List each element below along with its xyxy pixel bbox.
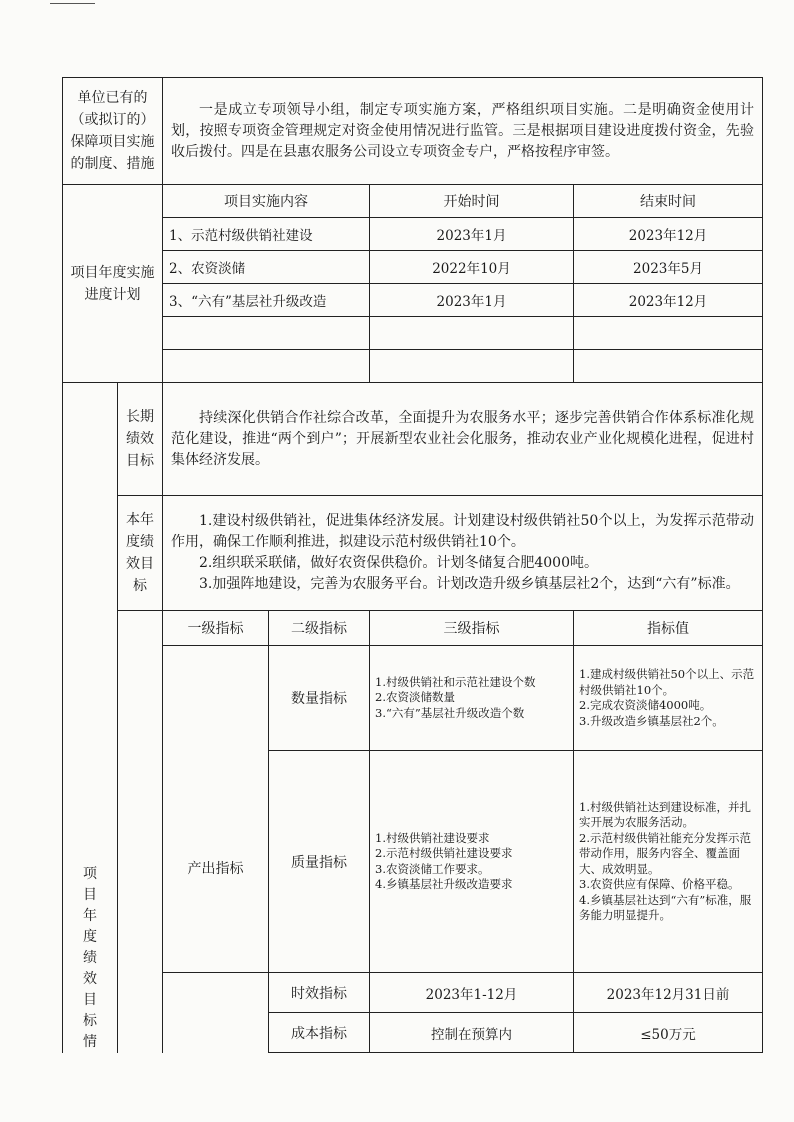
indicator-level3-line: 2.示范村级供销社建设要求 bbox=[375, 846, 513, 860]
long-term-row bbox=[63, 383, 763, 496]
performance-label-char: 绩 bbox=[83, 949, 97, 966]
indicator-header-level3: 三级指标 bbox=[370, 611, 574, 646]
indicator-value: 2023年12月31日前 bbox=[574, 973, 763, 1013]
schedule-end: 2023年12月 bbox=[574, 284, 763, 317]
schedule-header-start: 开始时间 bbox=[370, 185, 574, 218]
safeguard-row bbox=[63, 78, 763, 185]
performance-label-char: 标 bbox=[83, 1012, 97, 1029]
indicator-value-line: 2.完成农资淡储4000吨。 bbox=[579, 698, 712, 712]
schedule-row bbox=[63, 251, 763, 284]
indicator-level2: 时效指标 bbox=[269, 973, 370, 1013]
performance-label bbox=[63, 383, 118, 1053]
indicator-level2: 成本指标 bbox=[269, 1013, 370, 1053]
annual-label: 本年度绩效目标 bbox=[118, 496, 163, 611]
indicator-header-level2: 二级指标 bbox=[269, 611, 370, 646]
performance-label-char: 项 bbox=[83, 865, 97, 882]
indicator-level3-line: 3.农资淡储工作要求。 bbox=[375, 861, 490, 876]
schedule-header-row bbox=[63, 185, 763, 218]
indicator-level2: 数量指标 bbox=[269, 646, 370, 751]
budget-form-page bbox=[62, 77, 762, 1062]
indicator-value-line: 3.农资供应有保障、价格平稳。 bbox=[579, 877, 740, 891]
indicator-level3-line: 1.村级供销社和示范社建设个数 bbox=[375, 674, 536, 689]
indicator-level1: 产出指标 bbox=[163, 646, 269, 973]
indicator-level3: 2023年1-12月 bbox=[370, 973, 574, 1013]
schedule-end: 2023年5月 bbox=[574, 251, 763, 284]
safeguard-text bbox=[163, 78, 763, 185]
schedule-end: 2023年12月 bbox=[574, 218, 763, 251]
schedule-start: 2023年1月 bbox=[370, 284, 574, 317]
performance-label-char: 年 bbox=[83, 907, 97, 924]
indicator-level3 bbox=[370, 751, 574, 973]
schedule-content: 1、示范村级供销社建设 bbox=[163, 218, 370, 251]
indicator-row bbox=[63, 646, 763, 751]
schedule-header-content: 项目实施内容 bbox=[163, 185, 370, 218]
schedule-content bbox=[163, 317, 370, 350]
indicator-value-line: 3.升级改造乡镇基层社2个。 bbox=[579, 713, 724, 728]
indicator-header-level1: 一级指标 bbox=[163, 611, 269, 646]
indicator-level1-blank bbox=[163, 973, 269, 1053]
indicator-level3-line: 4.乡镇基层社升级改造要求 bbox=[375, 877, 513, 891]
indicator-level3-line: 2.农资淡储数量 bbox=[375, 690, 455, 705]
indicator-header-row bbox=[63, 611, 763, 646]
safeguard-paragraph: 一是成立专项领导小组，制定专项实施方案，严格组织项目实施。二是明确资金使用计划，按照专项资金管理规定对资金使用情况进行监管。三是根据项目建设进度拨付资金，先验收后拨付。四是在县惠农服务公司设立专项资金专户，严格按程序审签。 bbox=[171, 101, 755, 160]
indicator-row bbox=[63, 973, 763, 1013]
long-term-text bbox=[163, 383, 763, 496]
schedule-row bbox=[63, 350, 763, 383]
indicator-value-line: 4.乡镇基层社达到“六有”标准，服务能力明显提升。 bbox=[579, 892, 752, 922]
form-table bbox=[62, 77, 763, 1053]
schedule-start bbox=[370, 317, 574, 350]
schedule-start: 2022年10月 bbox=[370, 251, 574, 284]
performance-label-char: 度 bbox=[83, 928, 97, 945]
indicator-value-line: 2.示范村级供销社能充分发挥示范带动作用，服务内容全、覆盖面大、成效明显。 bbox=[579, 830, 751, 876]
annual-line: 1.建设村级供销社，促进集体经济发展。计划建设村级供销社50个以上，为发挥示范带动作用，确保工作顺利推进，拟建设示范村级供销社10个。 bbox=[171, 513, 755, 550]
annual-line: 2.组织联采联储，做好农资保供稳价。计划冬储复合肥4000吨。 bbox=[199, 555, 598, 571]
schedule-row bbox=[63, 317, 763, 350]
schedule-row bbox=[63, 284, 763, 317]
annual-line: 3.加强阵地建设，完善为农服务平台。计划改造升级乡镇基层社2个，达到“六有”标准。 bbox=[199, 576, 740, 592]
indicator-value-line: 1.建成村级供销社50个以上、示范村级供销社10个。 bbox=[579, 667, 755, 697]
schedule-content bbox=[163, 350, 370, 383]
schedule-start: 2023年1月 bbox=[370, 218, 574, 251]
performance-label-char: 效 bbox=[83, 970, 97, 987]
schedule-label: 项目年度实施进度计划 bbox=[63, 185, 163, 383]
schedule-end bbox=[574, 317, 763, 350]
indicator-value-line: 1.村级供销社达到建设标准，并扎实开展为农服务活动。 bbox=[579, 799, 751, 829]
schedule-header-end: 结束时间 bbox=[574, 185, 763, 218]
indicator-value bbox=[574, 751, 763, 973]
indicator-level3: 控制在预算内 bbox=[370, 1013, 574, 1053]
indicator-header-value: 指标值 bbox=[574, 611, 763, 646]
indicator-value: ≤50万元 bbox=[574, 1013, 763, 1053]
long-term-label: 长期绩效目标 bbox=[118, 383, 163, 496]
schedule-content: 3、“六有”基层社升级改造 bbox=[163, 284, 370, 317]
indicator-value bbox=[574, 646, 763, 751]
indicator-level3-line: 1.村级供销社建设要求 bbox=[375, 830, 490, 845]
indicator-level2: 质量指标 bbox=[269, 751, 370, 973]
top-edge-line bbox=[50, 3, 95, 4]
annual-row bbox=[63, 496, 763, 611]
schedule-content: 2、农资淡储 bbox=[163, 251, 370, 284]
schedule-start bbox=[370, 350, 574, 383]
indicator-level3-line: 3.“六有”基层社升级改造个数 bbox=[375, 705, 525, 720]
long-term-paragraph: 持续深化供销合作社综合改革，全面提升为农服务水平；逐步完善供销合作体系标准化规范化建设，推进“两个到户”；开展新型农业社会化服务，推动农业产业化规模化进程，促进村集体经济发展。 bbox=[171, 409, 755, 468]
indicator-level3 bbox=[370, 646, 574, 751]
schedule-row bbox=[63, 218, 763, 251]
safeguard-label: 单位已有的（或拟订的）保障项目实施的制度、措施 bbox=[63, 78, 163, 185]
indicator-spacer bbox=[118, 611, 163, 1053]
schedule-end bbox=[574, 350, 763, 383]
performance-label-char: 目 bbox=[83, 886, 97, 903]
annual-text bbox=[163, 496, 763, 611]
performance-label-char: 目 bbox=[83, 991, 97, 1008]
performance-label-char: 情 bbox=[83, 1033, 97, 1050]
performance-label-text bbox=[63, 864, 117, 1053]
